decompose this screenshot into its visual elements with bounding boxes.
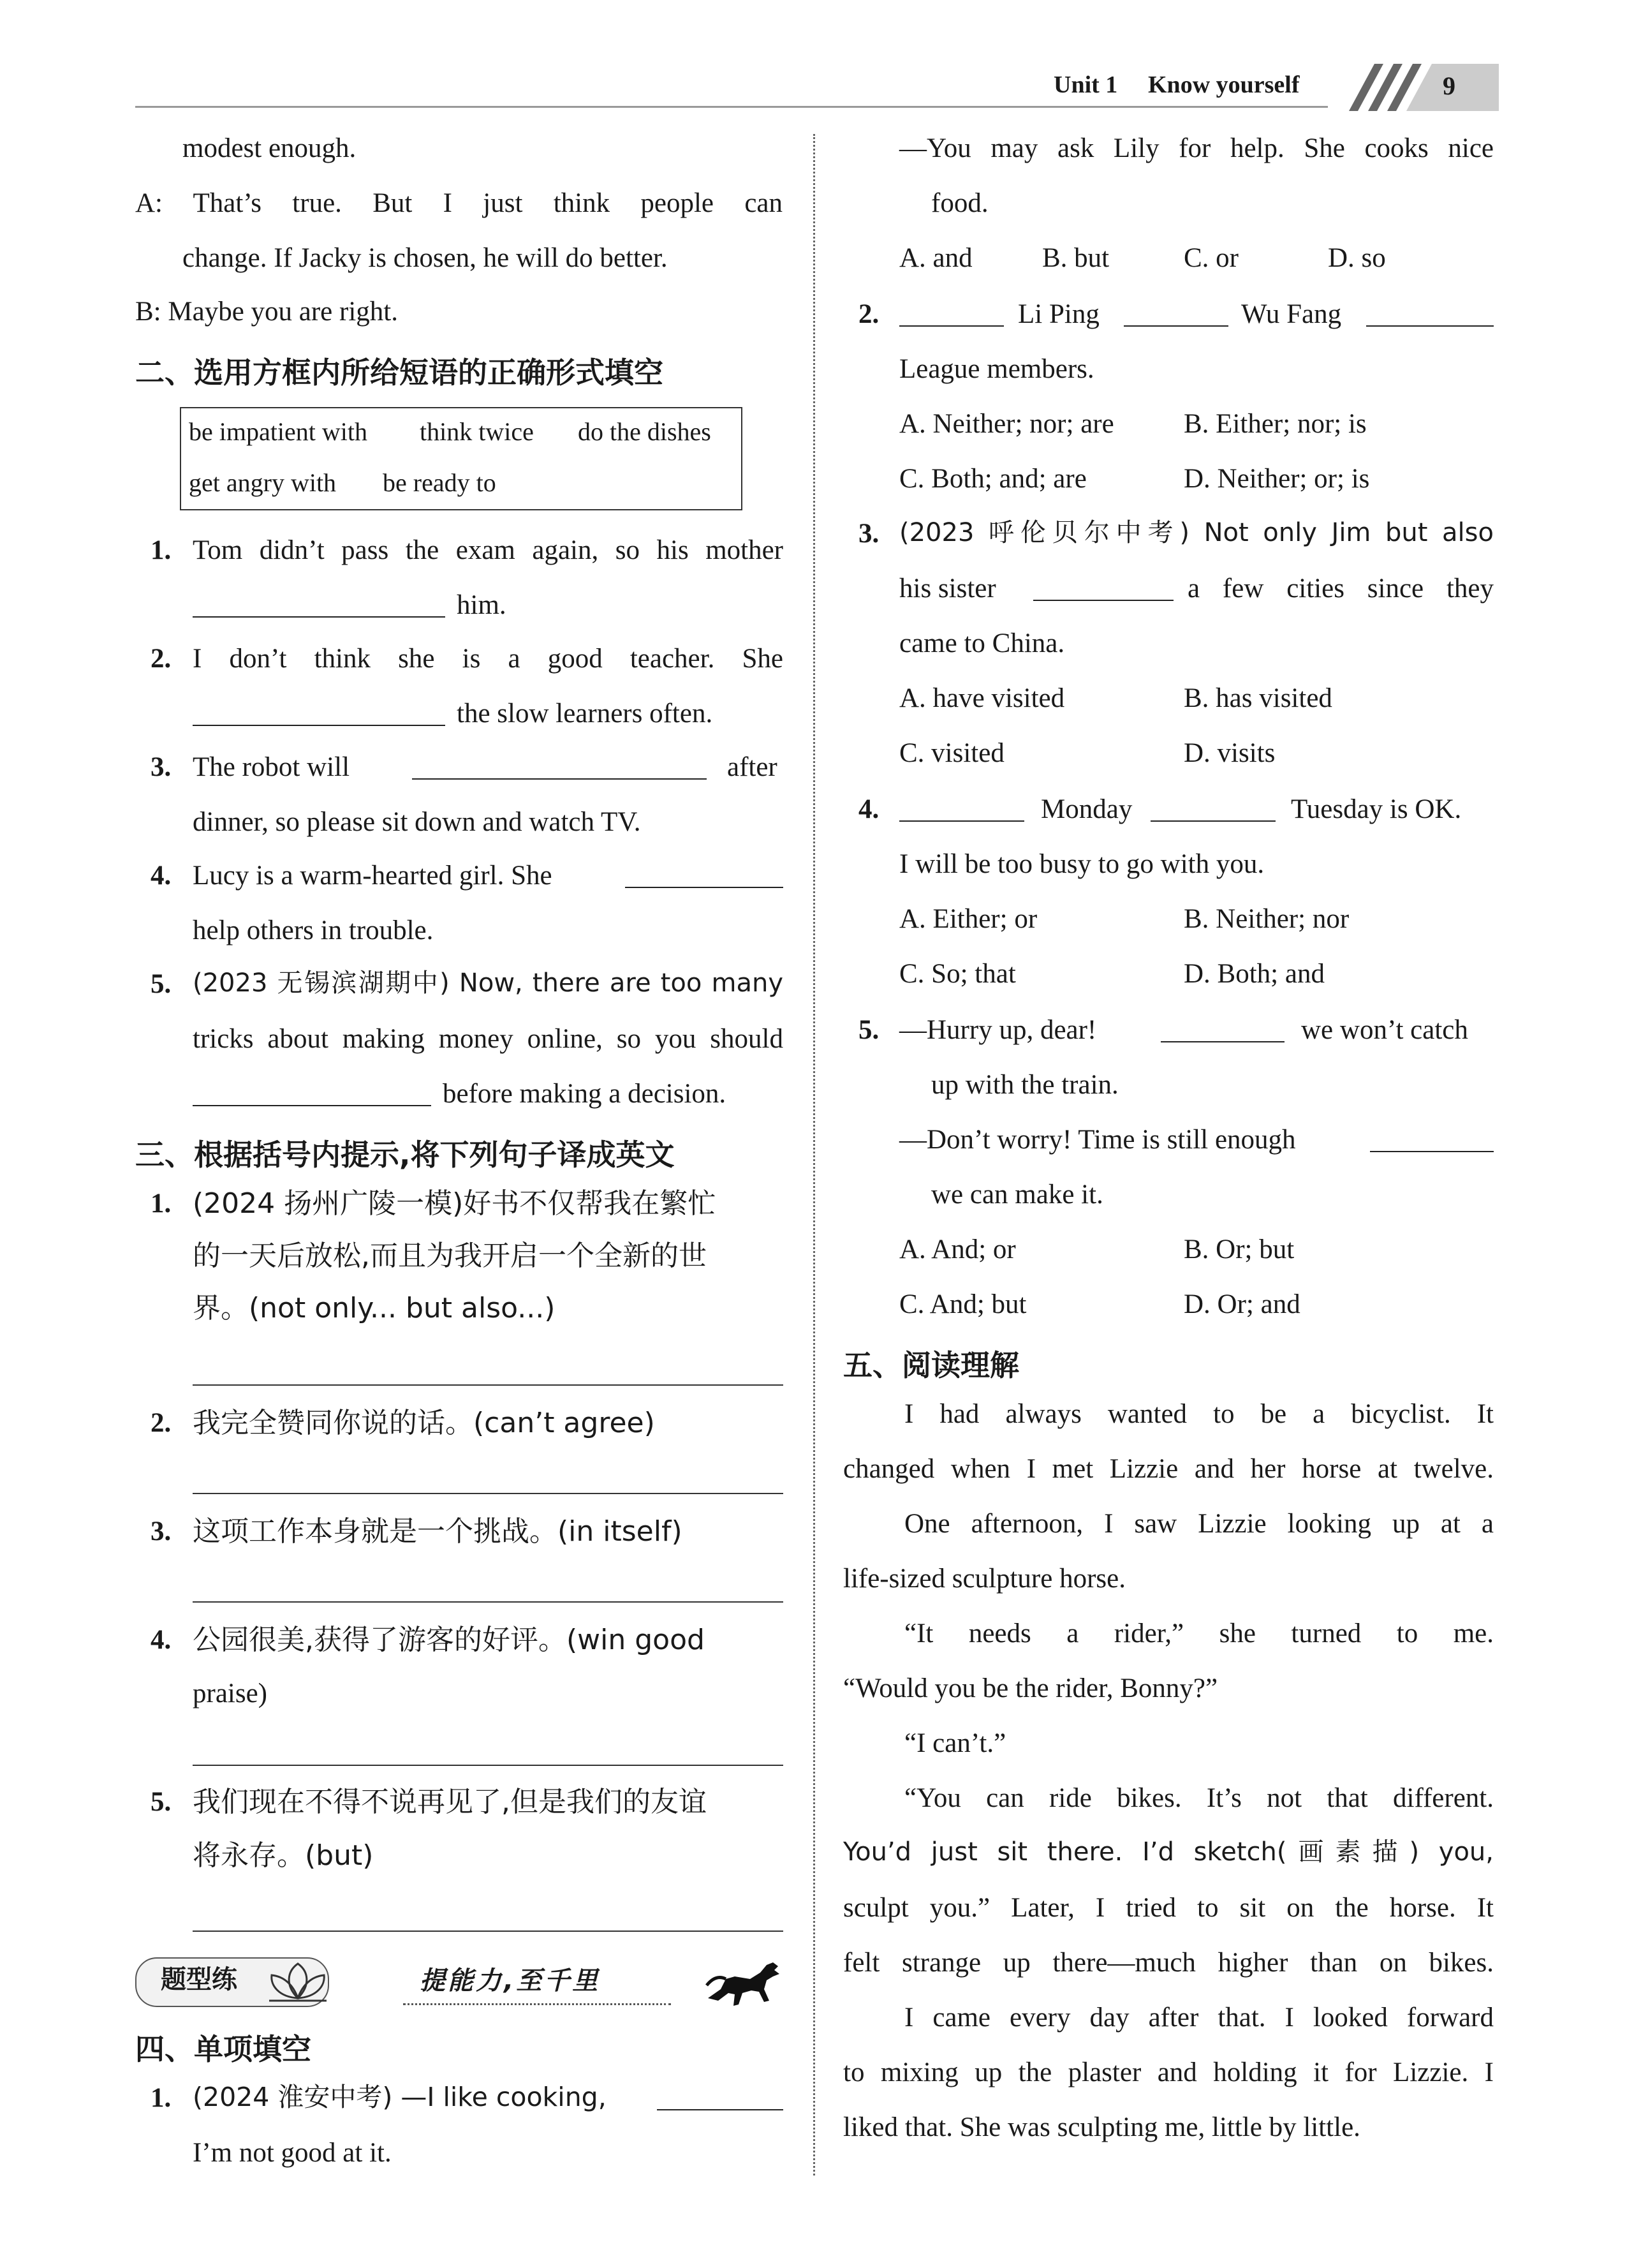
question-number: 1. [151, 1189, 172, 1219]
passage-line: changed when I met Lizzie and her horse at twelve. [843, 1454, 1494, 1484]
answer-blank[interactable] [657, 2086, 783, 2110]
question-number: 5. [151, 969, 172, 999]
question-number: 5. [858, 1015, 880, 1045]
passage-line: “It needs a rider,” she turned to me. [904, 1619, 1494, 1649]
header-title: Know yourself [1148, 71, 1300, 98]
question-text: praise) [193, 1679, 267, 1708]
option-a[interactable]: A. have visited [899, 683, 1065, 713]
phrase: get angry with [189, 468, 337, 497]
question-text: up with the train. [931, 1070, 1119, 1100]
question-text: help others in trouble. [193, 915, 434, 945]
answer-blank[interactable] [193, 593, 445, 618]
question-text: Wu Fang [1241, 299, 1342, 329]
question-text: Tom didn’t pass the exam again, so his mother [193, 535, 783, 565]
option-a[interactable]: A. Neither; nor; are [899, 409, 1114, 439]
question-text: (2023 呼伦贝尔中考) Not only Jim but also [899, 518, 1494, 547]
question-number: 2. [151, 644, 172, 674]
lotus-icon [263, 1960, 333, 2005]
answer-line[interactable] [193, 1384, 783, 1386]
question-text: a few cities since they [1188, 574, 1494, 604]
question-number: 4. [858, 794, 880, 824]
question-text: 界。(not only... but also...) [193, 1292, 556, 1324]
question-text: I’m not good at it. [193, 2138, 392, 2168]
question-text: I don’t think she is a good teacher. She [193, 644, 783, 674]
phrase: think twice [420, 417, 534, 446]
answer-blank[interactable] [1370, 1128, 1494, 1152]
passage-line: “You can ride bikes. It’s not that different. [904, 1783, 1494, 1813]
question-number: 3. [858, 519, 880, 549]
phrase: be impatient with [189, 417, 367, 446]
passage-line: to mixing up the plaster and holding it for Lizzie. I [843, 2057, 1494, 2087]
answer-blank[interactable] [899, 302, 1004, 327]
phrase: do the dishes [578, 417, 711, 446]
answer-blank[interactable] [1161, 1018, 1285, 1042]
answer-blank[interactable] [1033, 577, 1174, 601]
passage-line: life-sized sculpture horse. [843, 1564, 1126, 1594]
option-b[interactable]: B. Or; but [1184, 1234, 1295, 1264]
question-text: I will be too busy to go with you. [899, 849, 1265, 879]
dialog-line: modest enough. [182, 133, 357, 163]
dialog-line: B: Maybe you are right. [135, 297, 398, 327]
answer-blank[interactable] [1124, 302, 1228, 327]
passage-line: felt strange up there—much higher than on bikes. [843, 1948, 1494, 1978]
banner-slogan: 提能力,至千里 [420, 1966, 601, 1996]
question-text: League members. [899, 354, 1094, 384]
column-divider [813, 134, 815, 2175]
passage-line: sculpt you.” Later, I tried to sit on the horse. It [843, 1893, 1494, 1923]
option-a[interactable]: A. And; or [899, 1234, 1016, 1264]
option-d[interactable]: D. so [1328, 243, 1386, 273]
question-text: Monday [1041, 794, 1133, 824]
question-number: 4. [151, 1625, 172, 1655]
question-text: before making a decision. [443, 1079, 726, 1109]
question-text: 我们现在不得不说再见了,但是我们的友谊 [193, 1786, 707, 1818]
question-text: —Hurry up, dear! [899, 1015, 1097, 1045]
option-d[interactable]: D. Neither; or; is [1184, 464, 1370, 494]
section-heading: 五、阅读理解 [843, 1348, 1019, 1382]
question-number: 2. [858, 299, 880, 329]
question-text: (2023 无锡滨湖期中) Now, there are too many [193, 968, 783, 998]
option-b[interactable]: B. but [1042, 243, 1110, 273]
phrase: be ready to [383, 468, 496, 497]
question-text: (2024 淮安中考) —I like cooking, [193, 2082, 607, 2112]
practice-banner [135, 1953, 786, 2011]
option-b[interactable]: B. Either; nor; is [1184, 409, 1367, 439]
answer-blank[interactable] [412, 755, 707, 780]
option-c[interactable]: C. Both; and; are [899, 464, 1087, 494]
question-text: Tuesday is OK. [1291, 794, 1462, 824]
question-text: 这项工作本身就是一个挑战。(in itself) [193, 1515, 682, 1548]
answer-line[interactable] [193, 1765, 783, 1766]
question-text: 将永存。(but) [193, 1839, 374, 1872]
question-number: 3. [151, 1516, 172, 1546]
question-text: his sister [899, 574, 996, 604]
question-number: 1. [151, 2083, 172, 2113]
answer-blank[interactable] [1151, 797, 1276, 822]
header-rule [135, 106, 1328, 108]
passage-line: “I can’t.” [904, 1728, 1006, 1758]
question-number: 4. [151, 861, 172, 891]
question-text: the slow learners often. [457, 699, 713, 729]
option-c[interactable]: C. So; that [899, 959, 1016, 989]
page-number: 9 [1443, 71, 1455, 100]
dialog-line: A: That’s true. But I just think people can [135, 188, 783, 218]
question-text: after [727, 752, 777, 782]
section-heading: 二、选用方框内所给短语的正确形式填空 [135, 355, 663, 390]
question-text: Lucy is a warm-hearted girl. She [193, 861, 552, 891]
header-unit: Unit 1 [1054, 71, 1118, 98]
option-c[interactable]: C. And; but [899, 1289, 1027, 1319]
answer-line[interactable] [193, 1493, 783, 1494]
banner-dotted-line [403, 2003, 671, 2005]
banner-label: 题型练 [161, 1965, 237, 1994]
header-stripes-icon [1330, 64, 1499, 111]
question-text: 的一天后放松,而且为我开启一个全新的世 [193, 1240, 707, 1272]
passage-line: I came every day after that. I looked forward [904, 2003, 1494, 2033]
question-text: came to China. [899, 628, 1065, 658]
passage-line: You’d just sit there. I’d sketch(画素描) you, [843, 1837, 1494, 1867]
passage-line: One afternoon, I saw Lizzie looking up at a [904, 1509, 1494, 1539]
answer-blank[interactable] [193, 1082, 431, 1106]
question-number: 3. [151, 752, 172, 782]
question-text: him. [457, 590, 506, 620]
option-a[interactable]: A. Either; or [899, 904, 1038, 934]
option-c[interactable]: C. or [1184, 243, 1239, 273]
option-b[interactable]: B. Neither; nor [1184, 904, 1350, 934]
horse-icon [703, 1953, 786, 2011]
passage-line: “Would you be the rider, Bonny?” [843, 1673, 1218, 1703]
question-text: —You may ask Lily for help. She cooks nice [899, 133, 1494, 163]
question-text: The robot will [193, 752, 350, 782]
question-number: 5. [151, 1787, 172, 1817]
option-d[interactable]: D. Both; and [1184, 959, 1325, 989]
section-heading: 四、单项填空 [135, 2032, 311, 2066]
answer-line[interactable] [193, 1931, 783, 1932]
option-b[interactable]: B. has visited [1184, 683, 1332, 713]
question-text: tricks about making money online, so you should [193, 1024, 783, 1054]
phrase-box [180, 407, 742, 510]
option-c[interactable]: C. visited [899, 738, 1005, 768]
answer-blank[interactable] [625, 864, 783, 888]
question-text: (2024 扬州广陵一模)好书不仅帮我在繁忙 [193, 1187, 716, 1220]
option-d[interactable]: D. visits [1184, 738, 1276, 768]
question-text: —Don’t worry! Time is still enough [899, 1125, 1296, 1155]
answer-blank[interactable] [1366, 302, 1494, 327]
question-text: Li Ping [1018, 299, 1100, 329]
question-text: dinner, so please sit down and watch TV. [193, 807, 641, 837]
question-text: we can make it. [931, 1180, 1103, 1210]
question-number: 2. [151, 1408, 172, 1438]
question-text: we won’t catch [1301, 1015, 1468, 1045]
section-heading: 三、根据括号内提示,将下列句子译成英文 [135, 1138, 675, 1172]
question-number: 1. [151, 535, 172, 565]
option-d[interactable]: D. Or; and [1184, 1289, 1300, 1319]
answer-blank[interactable] [193, 702, 445, 726]
question-text: food. [931, 188, 989, 218]
answer-blank[interactable] [899, 797, 1024, 822]
dialog-line: change. If Jacky is chosen, he will do better. [182, 243, 668, 273]
question-text: 公园很美,获得了游客的好评。(win good [193, 1624, 705, 1656]
passage-line: liked that. She was sculpting me, little by little. [843, 2112, 1360, 2142]
option-a[interactable]: A. and [899, 243, 973, 273]
passage-line: I had always wanted to be a bicyclist. It [904, 1399, 1494, 1429]
question-text: 我完全赞同你说的话。(can’t agree) [193, 1407, 655, 1439]
answer-line[interactable] [193, 1601, 783, 1603]
